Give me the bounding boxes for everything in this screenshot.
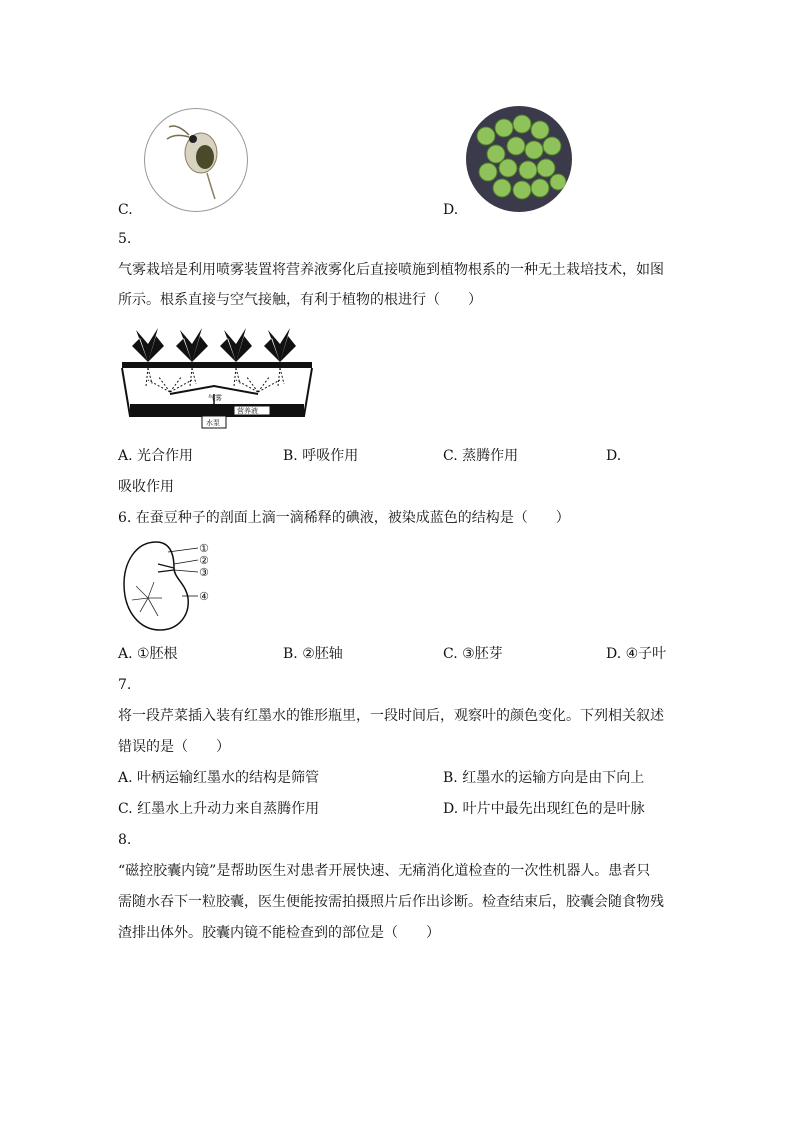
aeroponics-figure <box>118 324 318 430</box>
q7-option-d: D. 叶片中最先出现红色的是叶脉 <box>443 801 645 817</box>
option-d-label: D. <box>443 202 459 218</box>
label-4: ④ <box>199 590 209 603</box>
q5-option-d-text: 吸收作用 <box>118 479 174 495</box>
water-flea-image <box>144 108 248 212</box>
label-2: ② <box>199 554 209 567</box>
q6-option-b: B. ②胚轴 <box>283 646 343 662</box>
q5-stem-line2: 所示。根系直接与空气接触，有利于植物的根进行（ ） <box>118 292 482 308</box>
q8-stem-line1: “磁控胶囊内镜”是帮助医生对患者开展快速、无痛消化道检查的一次性机器人。患者只 <box>118 863 651 879</box>
q5-option-b: B. 呼吸作用 <box>283 448 359 464</box>
q8-number: 8. <box>118 832 132 848</box>
q6-option-a: A. ①胚根 <box>118 646 178 662</box>
q7-option-b: B. 红墨水的运输方向是由下向上 <box>443 770 645 786</box>
mist-label: 气雾 <box>208 394 222 402</box>
nutrient-label: 营养液 <box>237 407 258 415</box>
option-c-label: C. <box>118 202 133 218</box>
pump-label: 水泵 <box>206 419 220 427</box>
q6-option-d: D. ④子叶 <box>606 646 667 662</box>
q5-stem-line1: 气雾栽培是利用喷雾装置将营养液雾化后直接喷施到植物根系的一种无土栽培技术，如图 <box>118 262 664 278</box>
bean-seed-figure <box>118 538 218 636</box>
q6-stem: 6. 在蚕豆种子的剖面上滴一滴稀释的碘液，被染成蓝色的结构是（ ） <box>118 510 570 526</box>
q6-option-c: C. ③胚芽 <box>443 646 503 662</box>
q7-stem-line2: 错误的是（ ） <box>118 739 230 755</box>
q8-stem-line2: 需随水吞下一粒胶囊，医生便能按需拍摄照片后作出诊断。检查结束后，胶囊会随食物残 <box>118 894 664 910</box>
q7-option-a: A. 叶柄运输红墨水的结构是筛管 <box>118 770 320 786</box>
green-cells-image <box>466 106 572 212</box>
q8-stem-line3: 渣排出体外。胶囊内镜不能检查到的部位是（ ） <box>118 925 440 941</box>
q7-number: 7. <box>118 677 132 693</box>
label-3: ③ <box>199 566 209 579</box>
q5-number: 5. <box>118 231 132 247</box>
q7-option-c: C. 红墨水上升动力来自蒸腾作用 <box>118 801 320 817</box>
label-1: ① <box>199 542 209 555</box>
q7-stem-line1: 将一段芹菜插入装有红墨水的锥形瓶里，一段时间后，观察叶的颜色变化。下列相关叙述 <box>118 708 664 724</box>
q5-option-a: A. 光合作用 <box>118 448 194 464</box>
q5-option-c: C. 蒸腾作用 <box>443 448 519 464</box>
q5-option-d-label: D. <box>606 448 622 464</box>
